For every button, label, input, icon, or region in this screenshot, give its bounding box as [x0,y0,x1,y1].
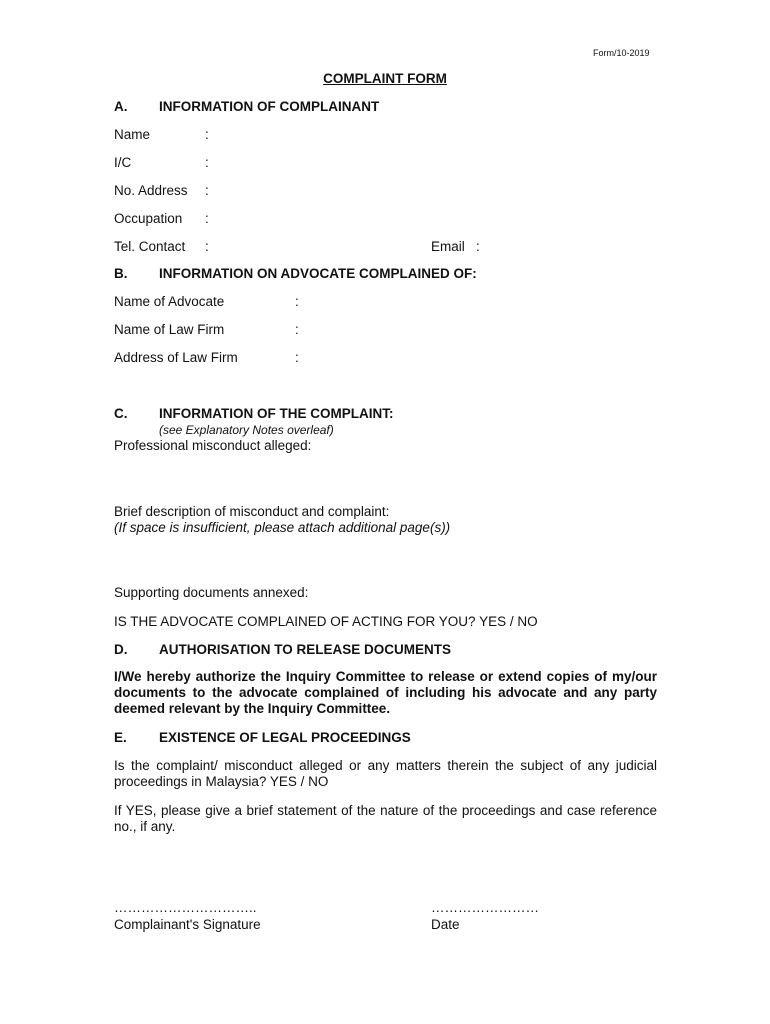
advocate-name-colon: : [295,294,299,309]
email-colon: : [476,239,480,254]
ic-label: I/C [114,155,132,170]
advocate-name-label: Name of Advocate [114,294,225,309]
occupation-label: Occupation [114,211,183,226]
tel-label: Tel. Contact [114,239,186,254]
section-e-heading: EXISTENCE OF LEGAL PROCEEDINGS [159,730,411,745]
occupation-colon: : [205,211,209,226]
email-label: Email [431,239,465,254]
law-firm-label: Name of Law Firm [114,322,225,337]
date-line: …………………… [431,900,539,915]
section-d-number: D. [114,642,128,657]
description-note: (If space is insufficient, please attach additional page(s)) [114,520,451,535]
misconduct-label: Professional misconduct alleged: [114,438,312,453]
explanatory-note: (see Explanatory Notes overleaf) [159,423,334,437]
section-a-heading: INFORMATION OF COMPLAINANT [159,99,380,114]
ic-colon: : [205,155,209,170]
section-a-number: A. [114,99,128,114]
description-label: Brief description of misconduct and complaint: [114,504,390,519]
section-d-heading: AUTHORISATION TO RELEASE DOCUMENTS [159,642,452,657]
form-reference: Form/10-2019 [593,48,650,58]
section-c-number: C. [114,406,128,421]
signature-line: ………………………….. [114,900,257,915]
section-b-number: B. [114,266,128,281]
address-label: No. Address [114,183,188,198]
law-firm-colon: : [295,322,299,337]
section-b-heading: INFORMATION ON ADVOCATE COMPLAINED OF: [159,266,477,281]
firm-address-label: Address of Law Firm [114,350,238,365]
section-c-heading: INFORMATION OF THE COMPLAINT: [159,406,394,421]
name-label: Name [114,127,151,142]
section-e-number: E. [114,730,127,745]
supporting-docs-label: Supporting documents annexed: [114,585,309,600]
firm-address-colon: : [295,350,299,365]
form-title: COMPLAINT FORM [323,71,447,86]
date-label: Date [431,917,460,932]
name-colon: : [205,127,209,142]
tel-colon: : [205,239,209,254]
proceedings-statement: If YES, please give a brief statement of the nature of the proceedings and case reference no., if any. [114,803,657,834]
acting-question: IS THE ADVOCATE COMPLAINED OF ACTING FOR YOU? YES / NO [114,614,538,629]
proceedings-question: Is the complaint/ misconduct alleged or any matters therein the subject of any judicial proceedings in Malaysia? YES / NO [114,758,657,789]
signature-label: Complainant's Signature [114,917,261,932]
address-colon: : [205,183,209,198]
authorisation-text: I/We hereby authorize the Inquiry Committee to release or extend copies of my/our documents to the advocate complained of including his advocate and any party deemed relevant by the Inquiry Committee. [114,669,657,716]
